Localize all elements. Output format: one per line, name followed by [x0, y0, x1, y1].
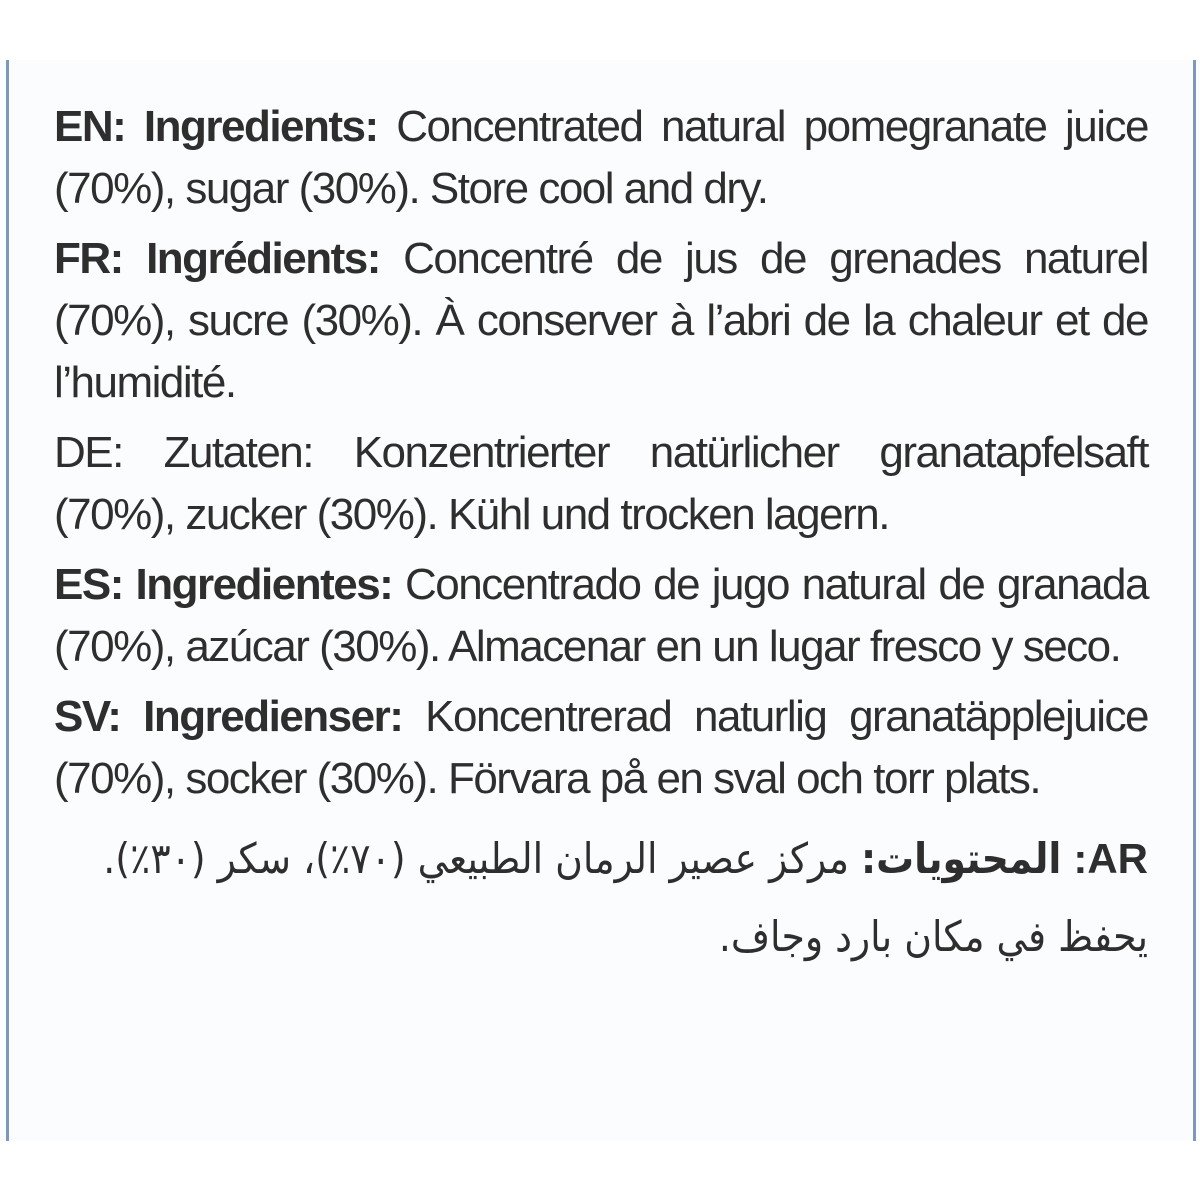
ingredients-text	[54, 96, 1148, 984]
ingredients-body: مركز عصير الرمان الطبيعي (٧٠٪)، سكر (٣٠٪). يحفظ في مكان بارد وجاف.	[103, 834, 1148, 961]
ingredients-heading: Ingredienser:	[143, 692, 403, 741]
ingredients-body: Konzentrierter natürlicher granatapfelsaft (70%), zucker (30%). Kühl und trocken lagern.	[54, 428, 1148, 539]
ingredients-body: Concentrado de jugo natural de granada (70%), azúcar (30%). Almacenar en un lugar fresco y seco.	[54, 560, 1148, 671]
ingredients-body: Concentrated natural pomegranate juice (70%), sugar (30%). Store cool and dry.	[54, 102, 1149, 213]
paragraph-sv	[54, 686, 1148, 810]
lang-code: AR:	[1073, 835, 1148, 882]
lang-code: EN:	[54, 102, 126, 151]
bottom-margin	[0, 1141, 1200, 1200]
paragraph-de	[54, 422, 1148, 546]
paragraph-en	[54, 96, 1148, 220]
paragraph-ar	[54, 820, 1148, 976]
lang-code: DE:	[54, 428, 123, 477]
label-border-right	[1193, 60, 1196, 1141]
ingredients-heading: Zutaten:	[163, 428, 313, 477]
ingredients-body: Koncentrerad naturlig granatäpplejuice (70%), socker (30%). Förvara på en sval och torr plats.	[54, 692, 1148, 803]
lang-code: FR:	[54, 234, 123, 283]
label-border-left	[6, 60, 9, 1141]
ingredients-heading: Ingrédients:	[146, 234, 380, 283]
lang-code: ES:	[54, 560, 123, 609]
paragraph-fr	[54, 228, 1148, 414]
ingredients-heading: Ingredientes:	[135, 560, 393, 609]
ingredients-body: Concentré de jus de grenades naturel (70%), sucre (30%). À conserver à l’abri de la chaleur et de l’humidité.	[54, 234, 1148, 407]
ingredients-heading: Ingredients:	[143, 102, 378, 151]
ingredients-heading: المحتويات:	[861, 834, 1062, 883]
paragraph-es	[54, 554, 1148, 678]
lang-code: SV:	[54, 692, 121, 741]
